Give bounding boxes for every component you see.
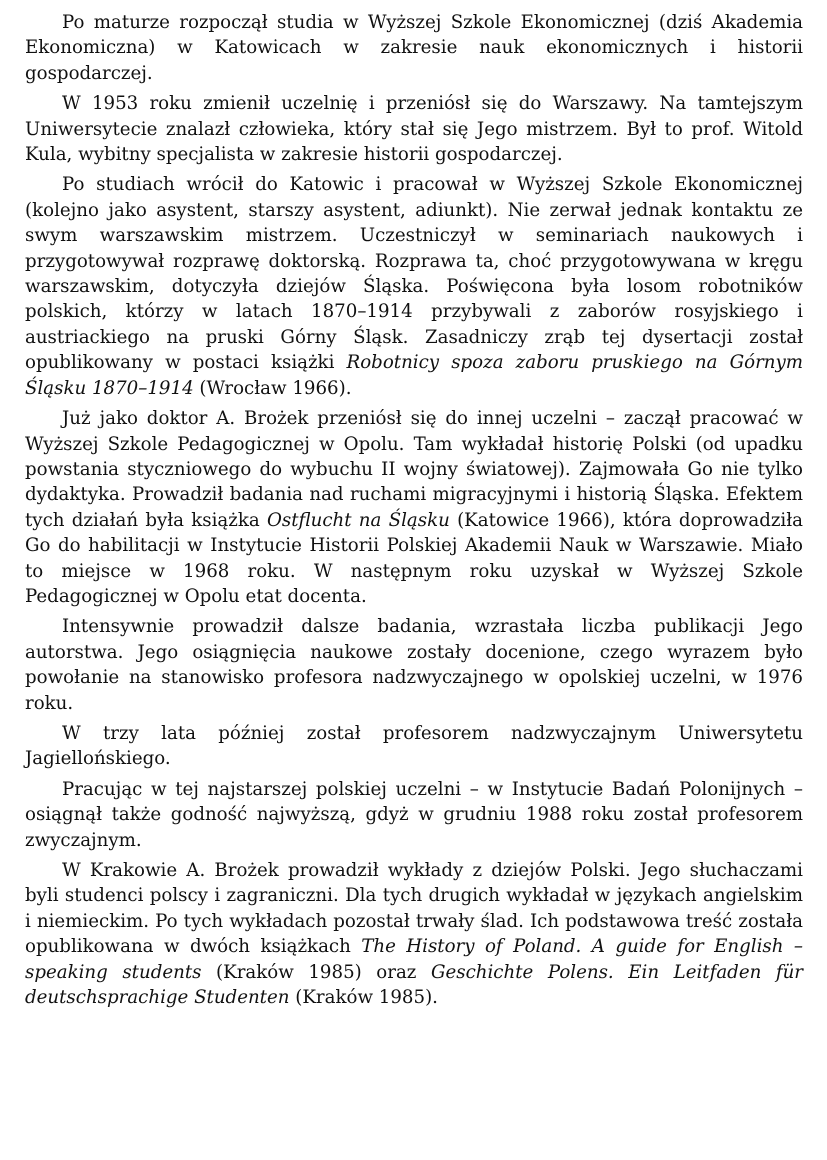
book-title: Robotnicy spoza zaboru pruskiego na Górnym Śląsku 1870–1914 (25, 352, 803, 399)
paragraph-studies-katowice (25, 10, 803, 86)
paragraph-polonia-institute (25, 777, 803, 853)
text-run: Intensywnie prowadził dalsze badania, wzrastała liczba publikacji Jego autorstwa. Jego osiągnięcia naukowe zostały docenione, czego wyrazem było powołanie na stanowisko profesora nadzwyczajnego w opolskiej uczelni, w 1976 roku. (25, 616, 803, 714)
paragraph-research (25, 614, 803, 716)
book-title: Ostflucht na Śląsku (266, 509, 450, 531)
text-run: (Wrocław 1966). (193, 377, 352, 399)
paragraph-jagiellonian (25, 721, 803, 772)
text-run: Po maturze rozpoczął studia w Wyższej Szkole Ekonomicznej (dziś Akademia Ekonomiczna) w Katowicach w zakresie nauk ekonomicznych i historii gospodarczej. (25, 12, 803, 84)
book-title: The History of Poland. A guide for English – speaking students (25, 936, 803, 983)
paragraph-warsaw (25, 91, 803, 167)
text-run: (Kraków 1985) oraz (201, 961, 431, 983)
text-run: W 1953 roku zmienił uczelnię i przeniósł się do Warszawy. Na tamtejszym Uniwersytecie znalazł człowieka, który stał się Jego mistrzem. Był to prof. Witold Kula, wybitny specjalista w zakresie historii gospodarczej. (25, 93, 803, 166)
text-run: W Krakowie A. Brożek prowadził wykłady z dziejów Polski. Jego słuchaczami byli studenci polscy i zagraniczni. Dla tych drugich wykładał w językach angielskim i niemieckim. Po tych wykładach pozostał trwały ślad. Ich podstawowa treść została opublikowana w dwóch książkach (25, 860, 803, 958)
text-run: (Katowice 1966), która doprowadziła Go do habilitacji w Instytucie Historii Polskiej Akademii Nauk w Warszawie. Miało to miejsce w 1968 roku. W następnym roku uzyskał w Wyższej Szkole Pedagogicznej w Opolu etat docenta. (25, 509, 803, 607)
book-title: Geschichte Polens. Ein Leitfaden für deutschsprachige Studenten (25, 961, 803, 1009)
paragraph-krakow-lectures (25, 858, 803, 1010)
text-run: (Kraków 1985). (289, 987, 438, 1009)
text-run: W trzy lata później został profesorem nadzwyczajnym Uniwersytetu Jagiellońskiego. (25, 722, 803, 770)
text-run: Pracując w tej najstarszej polskiej uczelni – w Instytucie Badań Polonijnych – osiągnął także godność najwyższą, gdyż w grudniu 1988 roku został profesorem zwyczajnym. (25, 778, 803, 851)
text-run: Już jako doktor A. Brożek przeniósł się do innej uczelni – zaczął pracować w Wyższej Szkole Pedagogicznej w Opolu. Tam wykładał historię Polski (od upadku powstania styczniowego do wybuchu II wojny światowej). Zajmowała Go nie tylko dydaktyka. Prowadził badania nad ruchami migracyjnymi i historią Śląska. Efektem tych działań była książka (25, 408, 803, 531)
text-run: Po studiach wrócił do Katowic i pracował w Wyższej Szkole Ekonomicznej (kolejno jako asystent, starszy asystent, adiunkt). Nie zerwał jednak kontaktu ze swym warszawskim mistrzem. Uczestniczył w seminariach naukowych i przygotowywał rozprawę doktorską. Rozprawa ta, choć przygotowywana w kręgu warszawskim, dotyczyła dziejów Śląska. Poświęcona była losom robotników polskich, którzy w latach 1870–1914 przybywali z zaborów rosyjskiego i austriackiego na pruski Górny Śląsk. Zasadniczy zrąb tej dysertacji został opublikowany w postaci książki (25, 174, 803, 374)
paragraph-doctorate (25, 172, 803, 401)
paragraph-opole (25, 406, 803, 609)
